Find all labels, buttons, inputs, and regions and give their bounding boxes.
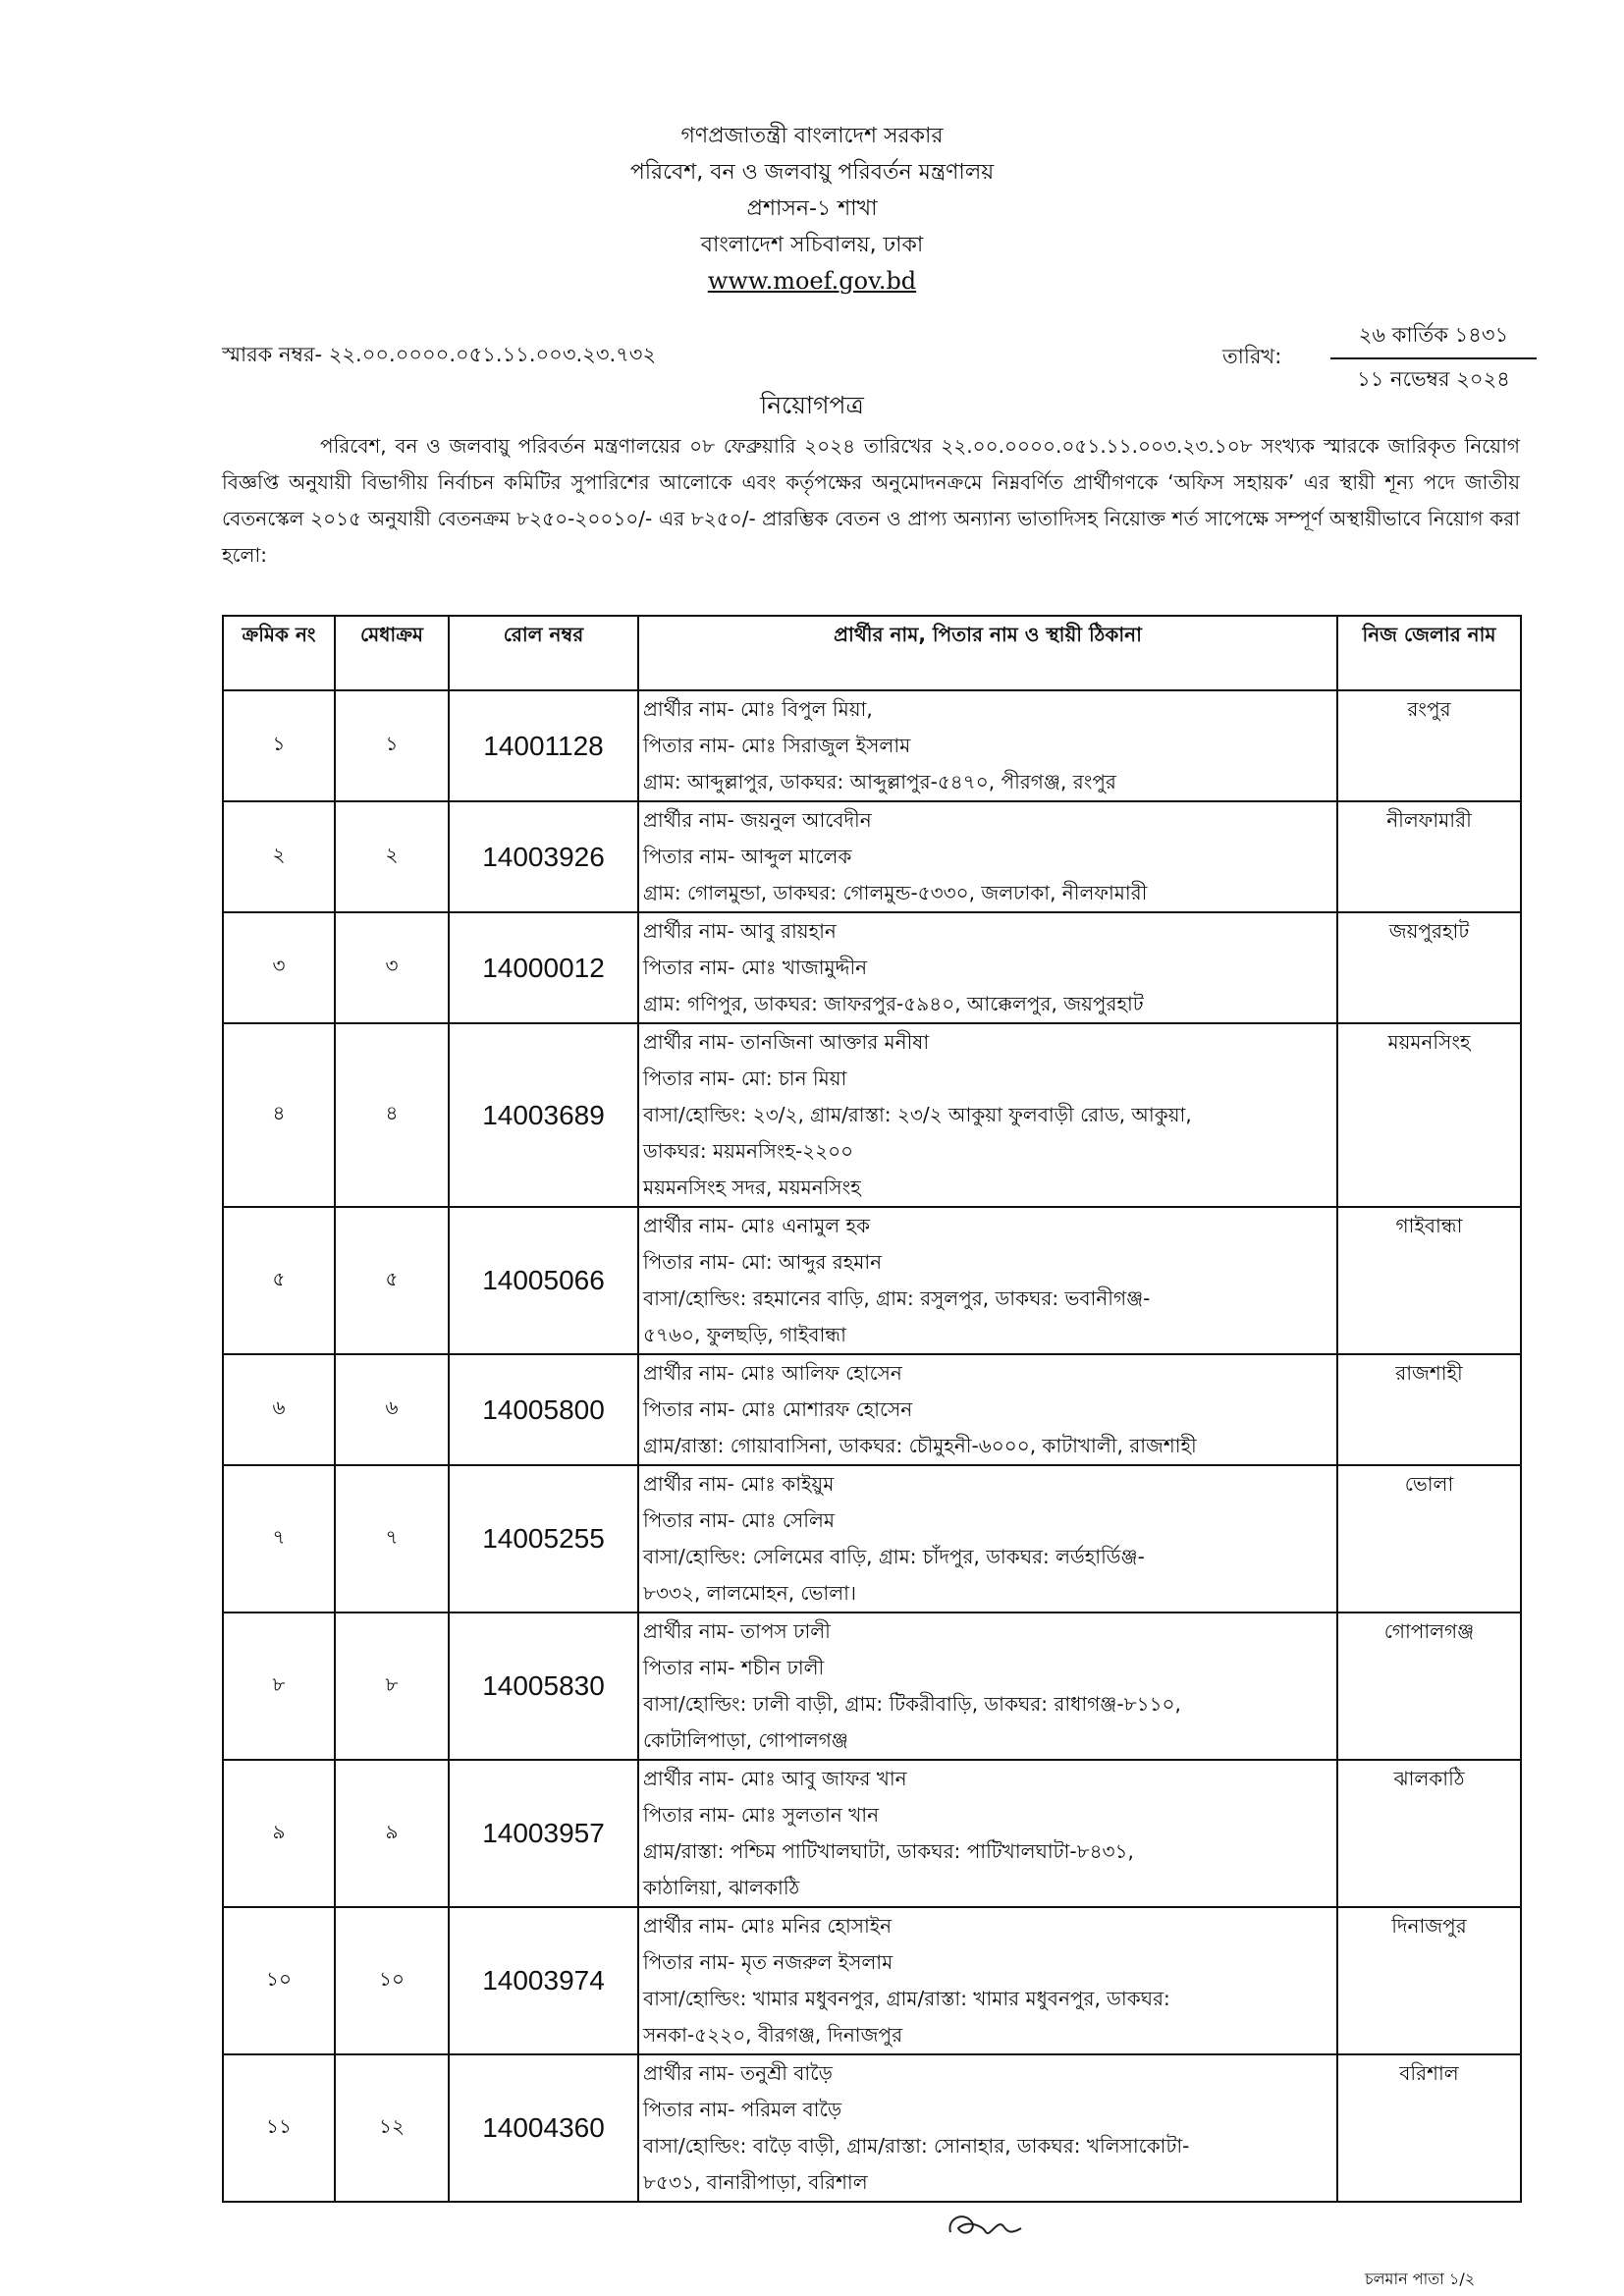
candidate-info-line: গ্রাম: গোলমুন্ডা, ডাকঘর: গোলমুন্ড-৫৩৩০, জলঢাকা, নীলফামারী (643, 881, 1148, 904)
candidate-info-cell (638, 1207, 1337, 1354)
candidate-info-line: প্রার্থীর নাম- মোঃ বিপুল মিয়া, (643, 697, 873, 721)
candidate-info-cell (638, 1354, 1337, 1465)
serial-cell: ৩ (223, 912, 335, 1023)
candidate-info-line: গ্রাম/রাস্তা: গোয়াবাসিনা, ডাকঘর: চৌমুহনী-৬০০০, কাটাখালী, রাজশাহী (643, 1434, 1197, 1457)
office-location: বাংলাদেশ সচিবালয়, ঢাকা (700, 233, 924, 257)
letterhead (0, 118, 1624, 300)
district-cell: দিনাজপুর (1337, 1907, 1521, 2054)
serial-cell: ৪ (223, 1023, 335, 1207)
district-cell: ময়মনসিংহ (1337, 1023, 1521, 1207)
district-cell: গোপালগঞ্জ (1337, 1613, 1521, 1760)
candidate-info-line: কোটালিপাড়া, গোপালগঞ্জ (643, 1728, 848, 1752)
candidate-info-line: প্রার্থীর নাম- মোঃ আবু জাফর খান (643, 1767, 907, 1790)
merit-cell: ৮ (335, 1613, 449, 1760)
candidate-info-line: প্রার্থীর নাম- মোঃ আলিফ হোসেন (643, 1361, 902, 1385)
merit-cell: ৯ (335, 1760, 449, 1907)
table-row (223, 690, 1521, 801)
candidate-info-line: পিতার নাম- মো: আব্দুর রহমান (643, 1250, 883, 1274)
candidate-info-line: ৮৩৩২, লালমোহন, ভোলা। (643, 1581, 857, 1605)
serial-cell: ১ (223, 690, 335, 801)
district-cell: জয়পুরহাট (1337, 912, 1521, 1023)
roll-number-cell: 14003974 (449, 1907, 638, 2054)
candidate-info-line: ৫৭৬০, ফুলছড়ি, গাইবান্ধা (643, 1323, 846, 1346)
candidate-info-line: বাসা/হোল্ডিং: রহমানের বাড়ি, গ্রাম: রসুলপুর, ডাকঘর: ভবানীগঞ্জ- (643, 1286, 1151, 1310)
candidate-info-line: গ্রাম: আব্দুল্লাপুর, ডাকঘর: আব্দুল্লাপুর-৫৪৭০, পীরগঞ্জ, রংপুর (643, 770, 1116, 793)
table-row (223, 1907, 1521, 2054)
serial-cell: ২ (223, 801, 335, 912)
candidate-info-line: পিতার নাম- মো: চান মিয়া (643, 1066, 847, 1090)
table-row (223, 912, 1521, 1023)
appointees-table (222, 615, 1522, 2203)
ministry-name: পরিবেশ, বন ও জলবায়ু পরিবর্তন মন্ত্রণালয় (629, 160, 995, 185)
candidate-info-line: পিতার নাম- মোঃ সুলতান খান (643, 1803, 880, 1827)
website-link[interactable]: www.moef.gov.bd (707, 267, 917, 295)
roll-number-cell: 14005800 (449, 1354, 638, 1465)
candidate-info-cell (638, 1023, 1337, 1207)
government-name: গণপ্রজাতন্ত্রী বাংলাদেশ সরকার (680, 124, 944, 148)
header-serial: ক্রমিক নং (223, 616, 335, 690)
district-cell: ভোলা (1337, 1465, 1521, 1613)
merit-cell: ২ (335, 801, 449, 912)
candidate-info-line: সনকা-৫২২০, বীরগঞ্জ, দিনাজপুর (643, 2023, 903, 2047)
serial-cell: ৭ (223, 1465, 335, 1613)
candidate-info-cell (638, 690, 1337, 801)
table-header-row (223, 616, 1521, 690)
candidate-info-line: বাসা/হোল্ডিং: বাড়ৈ বাড়ী, গ্রাম/রাস্তা: সোনাহার, ডাকঘর: খলিসাকোটা- (643, 2134, 1190, 2158)
candidate-info-line: কাঠালিয়া, ঝালকাঠি (643, 1876, 800, 1899)
table-row (223, 1354, 1521, 1465)
merit-cell: ১২ (335, 2054, 449, 2202)
candidate-info-line: প্রার্থীর নাম- আবু রায়হান (643, 919, 837, 943)
candidate-info-line: প্রার্থীর নাম- মোঃ মনির হোসাইন (643, 1914, 893, 1938)
serial-cell: ৬ (223, 1354, 335, 1465)
candidate-info-line: ডাকঘর: ময়মনসিংহ-২২০০ (643, 1139, 854, 1163)
candidate-info-line: পিতার নাম- মোঃ সেলিম (643, 1508, 835, 1532)
continued-page-note: চলমান পাতা ১/২ (1365, 2269, 1476, 2288)
merit-cell: ১ (335, 690, 449, 801)
roll-number-cell: 14000012 (449, 912, 638, 1023)
merit-cell: ৫ (335, 1207, 449, 1354)
merit-cell: ৪ (335, 1023, 449, 1207)
merit-cell: ৬ (335, 1354, 449, 1465)
table-row (223, 1613, 1521, 1760)
candidate-info-line: বাসা/হোল্ডিং: ২৩/২, গ্রাম/রাস্তা: ২৩/২ আকুয়া ফুলবাড়ী রোড, আকুয়া, (643, 1103, 1192, 1126)
roll-number-cell: 14003957 (449, 1760, 638, 1907)
candidate-info-cell (638, 912, 1337, 1023)
candidate-info-cell (638, 1760, 1337, 1907)
candidate-info-line: পিতার নাম- আব্দুল মালেক (643, 845, 852, 868)
candidate-info-line: পিতার নাম- মৃত নজরুল ইসলাম (643, 1950, 893, 1974)
document-title: নিয়োগপত্র (760, 391, 864, 419)
candidate-info-line: প্রার্থীর নাম- তাপস ঢালী (643, 1619, 831, 1643)
roll-number-cell: 14001128 (449, 690, 638, 801)
serial-cell: ১১ (223, 2054, 335, 2202)
merit-cell: ৩ (335, 912, 449, 1023)
candidate-info-line: ৮৫৩১, বানারীপাড়া, বরিশাল (643, 2170, 868, 2194)
candidate-info-line: পিতার নাম- শচীন ঢালী (643, 1656, 825, 1679)
roll-number-cell: 14003689 (449, 1023, 638, 1207)
table-row (223, 801, 1521, 912)
table-row (223, 2054, 1521, 2202)
date-english: ১১ নভেম্বর ২০২৪ (1357, 367, 1510, 391)
candidate-info-cell (638, 1907, 1337, 2054)
appointment-paragraph: পরিবেশ, বন ও জলবায়ু পরিবর্তন মন্ত্রণালয়ের ০৮ ফেব্রুয়ারি ২০২৪ তারিখের ২২.০০.০০০০.০৫১.১১.০০৩.২৩.১০৮ সংখ্যক স্মারকে জারিকৃত নিয়োগ বিজ্ঞপ্তি অনুযায়ী বিভাগীয় নির্বাচন কমিটির সুপারিশের আলোকে এবং কর্তৃপক্ষের অনুমোদনক্রমে নিম্নবর্ণিত প্রার্থীগণকে ‘অফিস সহায়ক’ এর স্থায়ী শূন্য পদে জাতীয় বেতনস্কেল ২০১৫ অনুযায়ী বেতনক্রম ৮২৫০-২০০১০/- এর ৮২৫০/- প্রারম্ভিক বেতন ও প্রাপ্য অন্যান্য ভাতাদিসহ নিয়োক্ত শর্ত সাপেক্ষে সম্পূর্ণ অস্থায়ীভাবে নিয়োগ করা হলো: (222, 434, 1520, 567)
roll-number-cell: 14005255 (449, 1465, 638, 1613)
candidate-info-line: প্রার্থীর নাম- তানজিনা আক্তার মনীষা (643, 1030, 930, 1054)
candidate-info-line: বাসা/হোল্ডিং: সেলিমের বাড়ি, গ্রাম: চাঁদপুর, ডাকঘর: লর্ডহার্ডিঞ্জ- (643, 1545, 1145, 1568)
merit-cell: ১০ (335, 1907, 449, 2054)
roll-number-cell: 14005830 (449, 1613, 638, 1760)
candidate-info-line: প্রার্থীর নাম- মোঃ এনামুল হক (643, 1214, 871, 1237)
district-cell: গাইবান্ধা (1337, 1207, 1521, 1354)
candidate-info-cell (638, 801, 1337, 912)
table-row (223, 1760, 1521, 1907)
roll-number-cell: 14005066 (449, 1207, 638, 1354)
section-name: প্রশাসন-১ শাখা (746, 196, 878, 221)
table-row (223, 1023, 1521, 1207)
candidate-info-line: বাসা/হোল্ডিং: খামার মধুবনপুর, গ্রাম/রাস্তা: খামার মধুবনপুর, ডাকঘর: (643, 1987, 1170, 2010)
candidate-info-cell (638, 2054, 1337, 2202)
header-roll: রোল নম্বর (449, 616, 638, 690)
candidate-info-line: পিতার নাম- মোঃ খাজামুদ্দীন (643, 956, 868, 979)
district-cell: ঝালকাঠি (1337, 1760, 1521, 1907)
candidate-info-line: পিতার নাম- মোঃ মোশারফ হোসেন (643, 1397, 913, 1421)
candidate-info-line: ময়মনসিংহ সদর, ময়মনসিংহ (643, 1175, 861, 1199)
header-merit: মেধাক্রম (335, 616, 449, 690)
serial-cell: ৮ (223, 1613, 335, 1760)
candidate-info-line: পিতার নাম- মোঃ সিরাজুল ইসলাম (643, 734, 911, 757)
merit-cell: ৭ (335, 1465, 449, 1613)
table-row (223, 1207, 1521, 1354)
candidate-info-line: প্রার্থীর নাম- মোঃ কাইয়ুম (643, 1472, 835, 1496)
candidate-info-cell (638, 1613, 1337, 1760)
date-bangla: ২৬ কার্তিক ১৪৩১ (1330, 319, 1537, 359)
memo-number: স্মারক নম্বর- ২২.০০.০০০০.০৫১.১১.০০৩.২৩.৭৩২ (222, 343, 657, 366)
header-info: প্রার্থীর নাম, পিতার নাম ও স্থায়ী ঠিকানা (638, 616, 1337, 690)
initial-signature (943, 2205, 1031, 2244)
district-cell: রাজশাহী (1337, 1354, 1521, 1465)
candidate-info-cell (638, 1465, 1337, 1613)
district-cell: রংপুর (1337, 690, 1521, 801)
date-label: তারিখ: (1222, 345, 1282, 368)
serial-cell: ৯ (223, 1760, 335, 1907)
roll-number-cell: 14004360 (449, 2054, 638, 2202)
header-district: নিজ জেলার নাম (1337, 616, 1521, 690)
serial-cell: ৫ (223, 1207, 335, 1354)
candidate-info-line: গ্রাম: গণিপুর, ডাকঘর: জাফরপুর-৫৯৪০, আক্কেলপুর, জয়পুরহাট (643, 992, 1144, 1015)
candidate-info-line: প্রার্থীর নাম- তনুশ্রী বাড়ৈ (643, 2061, 833, 2085)
serial-cell: ১০ (223, 1907, 335, 2054)
district-cell: বরিশাল (1337, 2054, 1521, 2202)
candidate-info-line: পিতার নাম- পরিমল বাড়ৈ (643, 2098, 842, 2121)
roll-number-cell: 14003926 (449, 801, 638, 912)
table-row (223, 1465, 1521, 1613)
candidate-info-line: গ্রাম/রাস্তা: পশ্চিম পাটিখালঘাটা, ডাকঘর: পাটিখালঘাটা-৮৪৩১, (643, 1839, 1134, 1863)
candidate-info-line: বাসা/হোল্ডিং: ঢালী বাড়ী, গ্রাম: টিকরীবাড়ি, ডাকঘর: রাধাগঞ্জ-৮১১০, (643, 1692, 1181, 1716)
district-cell: নীলফামারী (1337, 801, 1521, 912)
candidate-info-line: প্রার্থীর নাম- জয়নুল আবেদীন (643, 808, 872, 832)
